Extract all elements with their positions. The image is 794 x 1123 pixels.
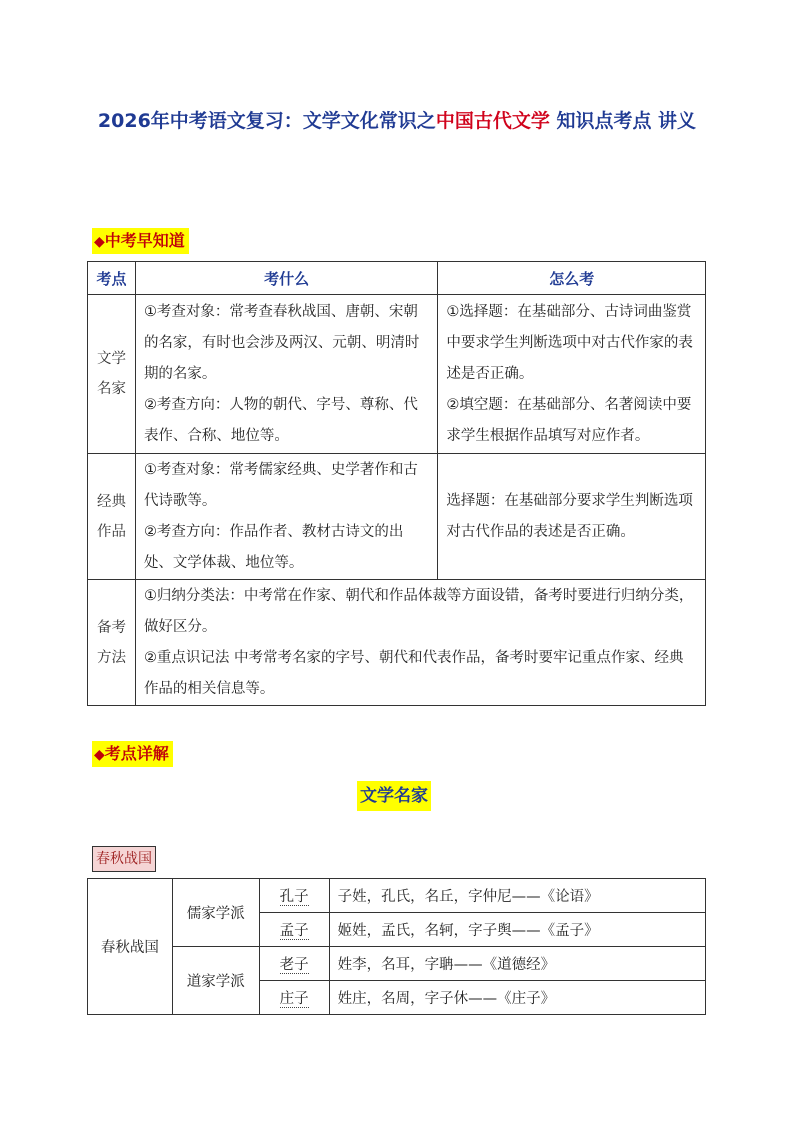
title-highlight: 中国古代文学	[435, 110, 550, 132]
section-tag-label: 考点详解	[104, 744, 169, 763]
diamond-icon: ◆	[94, 234, 105, 250]
what-cell: ①考查对象：常考儒家经典、史学著作和古代诗歌等。 ②考查方向：作品作者、教材古诗文的出处、文学体裁、地位等。	[135, 454, 437, 580]
era-tag: 春秋战国	[92, 846, 156, 872]
subtitle-literary-masters: 文学名家	[357, 781, 431, 811]
school-cell: 道家学派	[172, 947, 259, 1015]
document-title	[95, 100, 699, 142]
table-row	[88, 454, 706, 580]
how-cell: ①选择题：在基础部分、古诗词曲鉴赏中要求学生判断选项中对古代作家的表述是否正确。 ②填空题：在基础部分、名著阅读中要求学生根据作品填写对应作者。	[438, 295, 706, 454]
person-detail: 姓李，名耳，字聃——《道德经》	[329, 947, 705, 981]
title-part2: 知识点考点 讲义	[549, 110, 697, 132]
title-part1: 2026年中考语文复习：文学文化常识之	[97, 110, 436, 132]
person-name: 老子	[259, 947, 329, 981]
header-cell: 考什么	[135, 262, 437, 295]
row-label: 备考 方法	[88, 580, 136, 706]
row-label: 经典 作品	[88, 454, 136, 580]
how-cell: 选择题：在基础部分要求学生判断选项对古代作品的表述是否正确。	[438, 454, 706, 580]
person-detail: 姬姓，孟氏，名轲，字子舆——《孟子》	[329, 913, 705, 947]
table-header-row	[88, 262, 706, 295]
section-tag-detail	[92, 741, 173, 767]
table-row	[88, 580, 706, 706]
era-cell: 春秋战国	[88, 879, 173, 1015]
exam-overview-table	[87, 261, 706, 706]
header-cell: 考点	[88, 262, 136, 295]
person-name: 庄子	[259, 981, 329, 1015]
method-cell: ①归纳分类法：中考常在作家、朝代和作品体裁等方面设错，备考时要进行归纳分类，做好区分。 ②重点识记法 中考常考名家的字号、朝代和代表作品，备考时要牢记重点作家、经典作品的相关信息等。	[135, 580, 705, 706]
person-name: 孔子	[259, 879, 329, 913]
masters-table	[87, 878, 706, 1015]
school-cell: 儒家学派	[172, 879, 259, 947]
person-name: 孟子	[259, 913, 329, 947]
what-cell: ①考查对象：常考查春秋战国、唐朝、宋朝的名家，有时也会涉及两汉、元朝、明清时期的名家。 ②考查方向：人物的朝代、字号、尊称、代表作、合称、地位等。	[135, 295, 437, 454]
table-row	[88, 947, 706, 981]
header-cell: 怎么考	[438, 262, 706, 295]
person-detail: 子姓，孔氏，名丘，字仲尼——《论语》	[329, 879, 705, 913]
row-label: 文学 名家	[88, 295, 136, 454]
table-row	[88, 879, 706, 913]
diamond-icon: ◆	[94, 747, 105, 763]
table-row	[88, 295, 706, 454]
person-detail: 姓庄，名周，字子休——《庄子》	[329, 981, 705, 1015]
section-tag-label: 中考早知道	[104, 231, 185, 250]
section-tag-zhongkao	[92, 228, 189, 254]
